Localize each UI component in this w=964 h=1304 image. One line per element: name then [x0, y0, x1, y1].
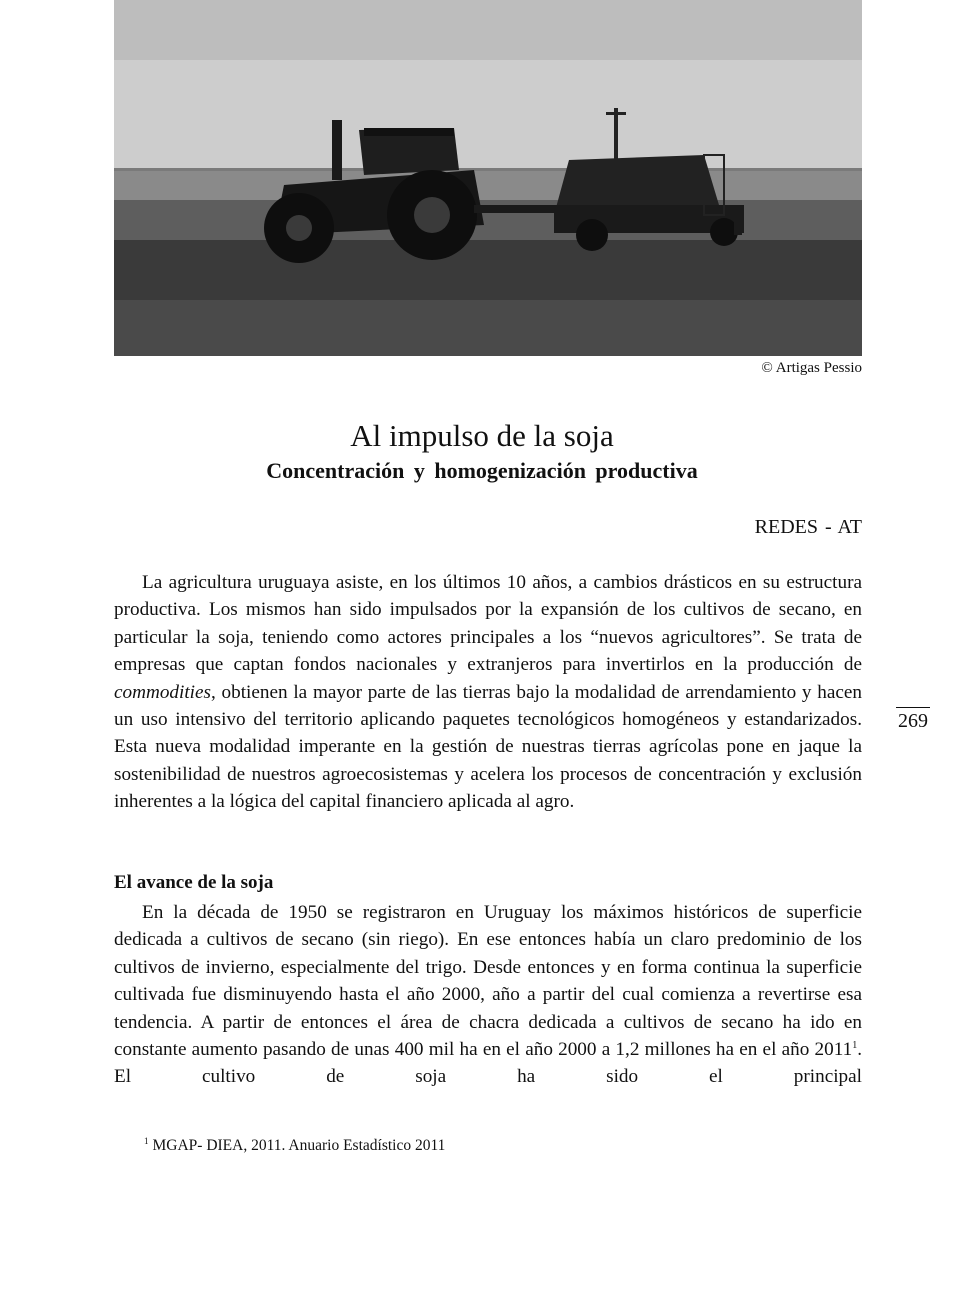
article-title: Al impulso de la soja [350, 418, 614, 453]
intro-text-end: , obtienen la mayor parte de las tierras bajo la modalidad de arrendamiento y hacen un uso intensivo del territorio aplicando paquetes tecnológicos homogéneos y estandarizados. Esta nueva modalidad imperante en la gestión de nuestras tierras agrícolas pone en jaque la sostenibilidad de nuestros agroecosistemas y acelera los procesos de concentración y exclusión inherentes a la lógica del capital financiero aplicada al agro. [114, 681, 862, 813]
intro-text-start: La agricultura uruguaya asiste, en los últimos 10 años, a cambios drásticos en su estructura productiva. Los mismos han sido impulsados por la expansión de los cultivos de secano, en particular la soja, teniendo como actores principales a los “nuevos agricultores”. Se trata de empresas que captan fondos nacionales y extranjeros para invertirlos en la producción de [114, 572, 862, 676]
intro-paragraph [114, 569, 862, 816]
section-text-end: . El cultivo de soja ha sido el principal [114, 1039, 862, 1088]
article-subtitle: Concentración y homogenización productiva [266, 458, 698, 483]
footnote-reference[interactable]: 1 [852, 1040, 858, 1052]
footnote-marker: 1 [144, 1136, 149, 1146]
section-paragraph [114, 899, 862, 1091]
section-heading: El avance de la soja [114, 872, 274, 893]
intro-emphasis: commodities [114, 681, 211, 703]
photo-credit: © Artigas Pessio [761, 360, 862, 376]
footnote [144, 1137, 445, 1155]
article-author: REDES - AT [754, 516, 862, 538]
section-text-start: En la década de 1950 se registraron en Uruguay los máximos históricos de superficie dedicada a cultivos de secano (sin riego). En ese entonces había un claro predominio de los cultivos de invierno, especialmente del trigo. Desde entonces y en forma continua la superficie cultivada fue disminuyendo hasta el año 2000, año a partir del cual comienza a revertirse esa tendencia. A partir de entonces el área de chacra dedicada a cultivos de secano ha ido en constante aumento pasando de unas 400 mil ha en el año 2000 a 1,2 millones ha en el año 2011 [114, 902, 862, 1061]
page-number: 269 [896, 707, 930, 733]
tractor-field-photo [114, 0, 862, 356]
footnote-text: MGAP- DIEA, 2011. Anuario Estadístico 2011 [152, 1137, 446, 1154]
